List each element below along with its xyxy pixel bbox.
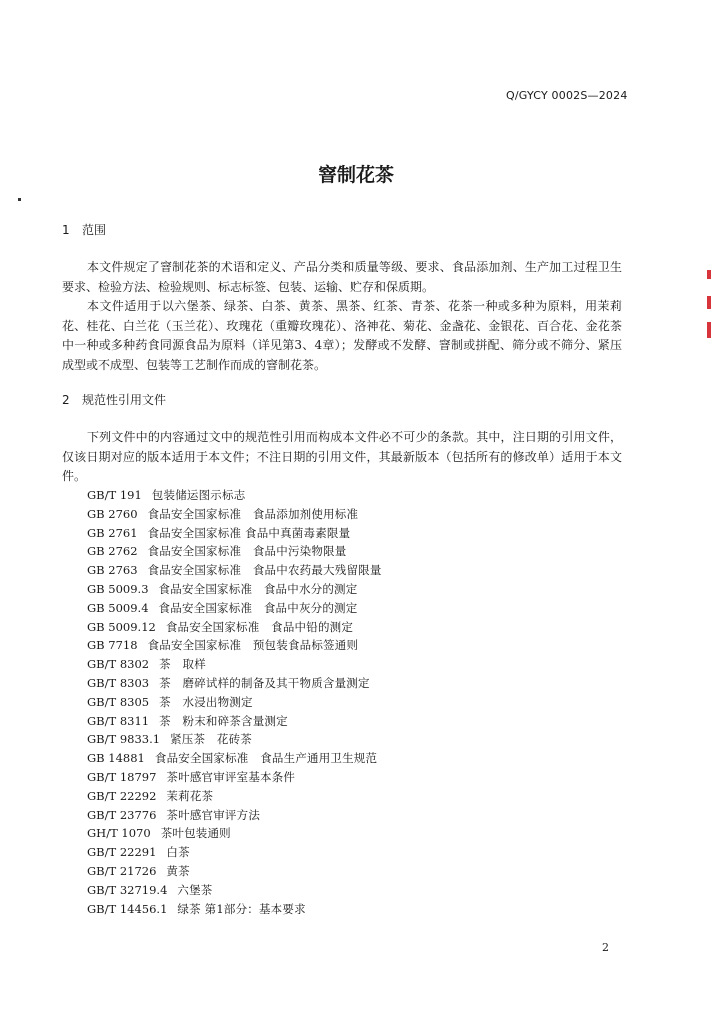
reference-code: GB/T 18797 [87, 769, 157, 784]
reference-item [87, 486, 382, 505]
reference-code: GB/T 22292 [87, 788, 157, 803]
reference-item [87, 561, 382, 580]
reference-code: GB/T 22291 [87, 845, 157, 860]
reference-item [87, 787, 382, 806]
reference-code: GB 5009.3 [87, 581, 149, 596]
reference-code: GB/T 191 [87, 488, 142, 502]
reference-item [87, 674, 382, 693]
reference-code: GB/T 32719.4 [87, 882, 168, 897]
reference-item [87, 749, 382, 768]
reference-item [87, 881, 382, 900]
reference-code: GB/T 8302 [87, 657, 150, 672]
edge-stamp-mark [707, 322, 711, 338]
reference-item [87, 636, 382, 655]
document-title: 窨制花茶 [317, 164, 394, 186]
reference-code: GB 2763 [87, 563, 138, 578]
reference-code: GB 14881 [87, 751, 145, 766]
reference-item [87, 524, 382, 543]
page-number: 2 [602, 941, 609, 954]
reference-name: 食品安全国家标准 食品中真菌毒素限量 [147, 525, 351, 540]
section-2-heading [62, 391, 166, 408]
reference-code: GB/T 14456.1 [87, 901, 168, 916]
reference-name: 茶叶感官审评室基本条件 [166, 769, 296, 784]
reference-name: 食品安全国家标准 食品添加剂使用标准 [147, 506, 359, 521]
reference-code: GB/T 8305 [87, 694, 150, 709]
reference-code: GH/T 1070 [87, 826, 151, 841]
reference-item [87, 768, 382, 787]
reference-name: 食品安全国家标准 食品中铅的测定 [165, 619, 354, 634]
reference-name: 绿茶 第1部分：基本要求 [177, 901, 306, 916]
reference-item [87, 806, 382, 825]
reference-name: 茶 取样 [159, 657, 206, 672]
reference-name: 六堡茶 [177, 882, 213, 897]
reference-item [87, 505, 382, 524]
reference-code: GB/T 9833.1 [87, 732, 161, 747]
reference-name: 茶叶感官审评方法 [166, 807, 261, 822]
section-1-number: 1 [62, 223, 70, 237]
reference-name: 茶 磨碎试样的制备及其干物质含量测定 [159, 675, 370, 690]
reference-item [87, 712, 382, 731]
reference-name: 食品安全国家标准 食品中污染物限量 [147, 544, 347, 559]
section-1-title: 范围 [82, 223, 107, 237]
reference-code: GB 5009.4 [87, 600, 149, 615]
reference-item [87, 900, 382, 919]
reference-list [87, 486, 382, 918]
reference-code: GB/T 21726 [87, 863, 157, 878]
section-2-title: 规范性引用文件 [82, 393, 167, 407]
reference-name: 茶叶包装通则 [160, 826, 231, 841]
reference-item [87, 618, 382, 637]
reference-code: GB 7718 [87, 638, 138, 653]
reference-name: 黄茶 [166, 863, 190, 878]
reference-code: GB/T 8311 [87, 713, 150, 728]
edge-stamp-mark [707, 270, 711, 279]
reference-name: 紧压茶 花砖茶 [170, 732, 252, 747]
reference-item [87, 862, 382, 881]
reference-item [87, 843, 382, 862]
reference-code: GB 2760 [87, 506, 138, 521]
normative-references-intro: 下列文件中的内容通过文中的规范性引用而构成本文件必不可少的条款。其中，注日期的引用文件，仅该日期对应的版本适用于本文件；不注日期的引用文件，其最新版本（包括所有的修改单）适用于本文件。 [62, 430, 622, 483]
section-1-heading [62, 221, 106, 238]
reference-code: GB/T 23776 [87, 807, 157, 822]
section-2-number: 2 [62, 393, 70, 407]
reference-name: 食品安全国家标准 食品中灰分的测定 [158, 600, 358, 615]
reference-code: GB 2761 [87, 525, 138, 540]
scan-artifact-dot [18, 198, 21, 201]
reference-name: 白茶 [166, 845, 190, 860]
reference-name: 茉莉花茶 [166, 788, 214, 803]
reference-name: 茶 水浸出物测定 [159, 694, 253, 709]
reference-code: GB 2762 [87, 544, 138, 559]
reference-name: 食品安全国家标准 食品生产通用卫生规范 [154, 751, 378, 766]
reference-code: GB/T 8303 [87, 675, 150, 690]
reference-name: 食品安全国家标准 食品中水分的测定 [158, 581, 358, 596]
reference-name: 食品安全国家标准 食品中农药最大残留限量 [147, 563, 382, 578]
document-code: Q/GYCY 0002S—2024 [506, 89, 628, 102]
reference-item [87, 730, 382, 749]
scope-paragraph-2: 本文件适用于以六堡茶、绿茶、白茶、黄茶、黑茶、红茶、青茶、花茶一种或多种为原料，用茉莉花、桂花、白兰花（玉兰花）、玫瑰花（重瓣玫瑰花）、洛神花、菊花、金盏花、金银花、百合花、金花茶中一种或多种药食同源食品为原料（详见第3、4章）；发酵或不发酵、窨制或拼配、筛分或不筛分、紧压成型或不成型、包装等工艺制作而成的窨制花茶。 [62, 299, 622, 372]
reference-item [87, 693, 382, 712]
reference-item [87, 599, 382, 618]
reference-item [87, 655, 382, 674]
reference-code: GB 5009.12 [87, 619, 156, 634]
scope-paragraph-1: 本文件规定了窨制花茶的术语和定义、产品分类和质量等级、要求、食品添加剂、生产加工过程卫生要求、检验方法、检验规则、标志标签、包装、运输、贮存和保质期。 [62, 260, 622, 294]
reference-item [87, 542, 382, 561]
reference-item [87, 824, 382, 843]
reference-name: 食品安全国家标准 预包装食品标签通则 [147, 638, 359, 653]
reference-name: 茶 粉末和碎茶含量测定 [159, 713, 288, 728]
reference-item [87, 580, 382, 599]
reference-name: 包装储运图示标志 [151, 488, 246, 502]
edge-stamp-mark [707, 296, 711, 309]
